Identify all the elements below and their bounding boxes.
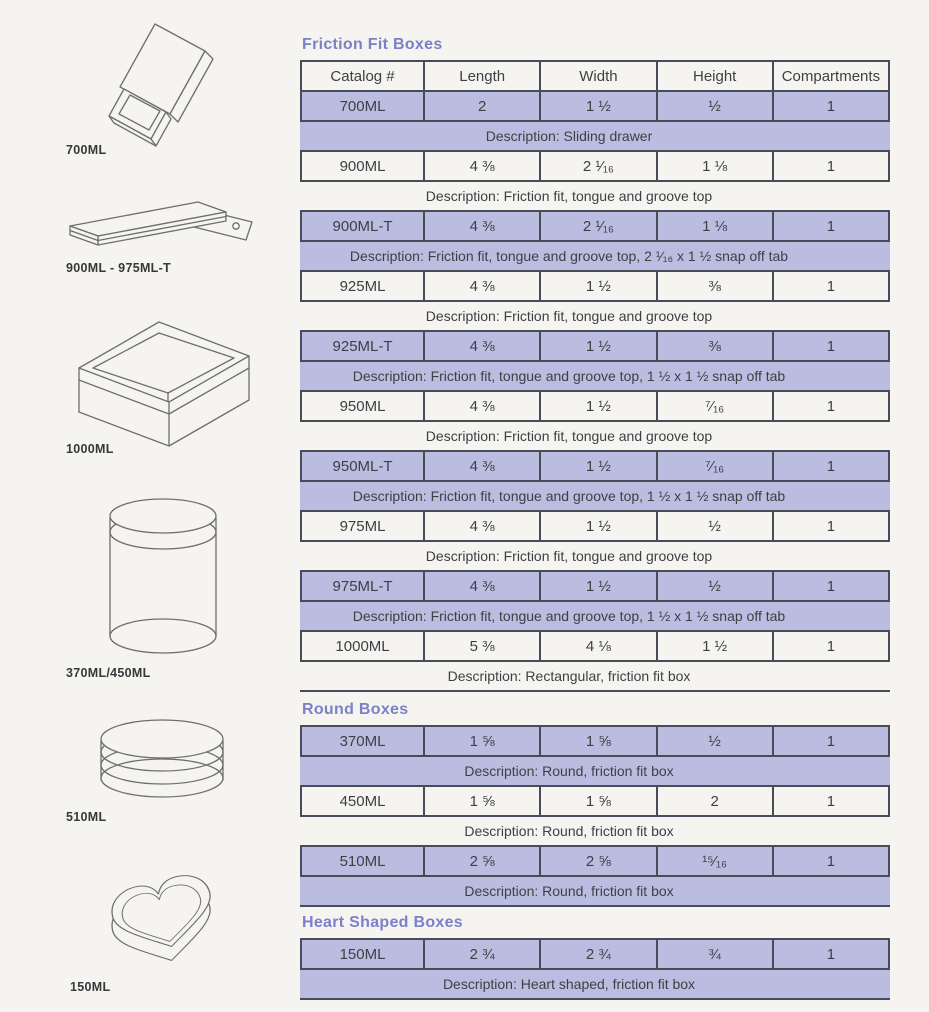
figure-label: 150ML	[70, 980, 111, 994]
table-row	[300, 92, 890, 122]
width-cell: 1 ½	[539, 272, 655, 300]
table-row	[300, 152, 890, 182]
table-row	[300, 847, 890, 877]
compartments-cell: 1	[772, 212, 888, 240]
height-cell: ½	[656, 512, 772, 540]
length-cell: 4 ⅜	[423, 332, 539, 360]
compartments-cell: 1	[772, 787, 888, 815]
compartments-cell: 1	[772, 512, 888, 540]
catalog-cell: 370ML	[339, 732, 386, 750]
table-row	[300, 392, 890, 422]
compartments-cell: 1	[772, 572, 888, 600]
description-row: Description: Friction fit, tongue and groove top	[300, 302, 890, 332]
tall-round-box-drawing-icon	[107, 496, 219, 656]
length-cell: 4 ⅜	[423, 392, 539, 420]
figure-1000ml	[73, 314, 255, 456]
catalog-cell: 925ML-T	[332, 337, 393, 355]
width-cell: 2 ¾	[539, 940, 655, 968]
catalog-cell: 700ML	[339, 97, 386, 115]
height-cell: ⅜	[656, 332, 772, 360]
header-cell: Height	[656, 62, 772, 90]
length-cell: 2 ⅝	[423, 847, 539, 875]
section-title: Friction Fit Boxes	[302, 36, 443, 53]
table-row	[300, 452, 890, 482]
description-row: Description: Friction fit, tongue and groove top	[300, 182, 890, 212]
catalog-cell: 925ML	[339, 277, 386, 295]
catalog-cell: 450ML	[339, 792, 386, 810]
description-row: Description: Friction fit, tongue and groove top	[300, 422, 890, 452]
catalog-cell: 900ML	[339, 157, 386, 175]
width-cell: 1 ½	[539, 572, 655, 600]
catalog-cell: 950ML	[339, 397, 386, 415]
figure-label: 510ML	[66, 810, 107, 824]
spec-table	[300, 725, 890, 907]
width-cell: 1 ½	[539, 392, 655, 420]
height-cell: ⁷⁄₁₆	[656, 392, 772, 420]
rectangular-tray-box-drawing-icon	[73, 314, 255, 456]
figure-510ml	[96, 718, 228, 814]
width-cell: 2 ¹⁄₁₆	[539, 212, 655, 240]
width-cell: 2 ⅝	[539, 847, 655, 875]
catalog-cell: 900ML-T	[332, 217, 393, 235]
length-cell: 1 ⅝	[423, 727, 539, 755]
section-2	[300, 914, 890, 1000]
height-cell: 2	[656, 787, 772, 815]
width-cell: 1 ⅝	[539, 787, 655, 815]
compartments-cell: 1	[772, 392, 888, 420]
compartments-cell: 1	[772, 847, 888, 875]
table-row	[300, 512, 890, 542]
length-cell: 1 ⅝	[423, 787, 539, 815]
spec-table	[300, 938, 890, 1000]
length-cell: 2	[423, 92, 539, 120]
table-row	[300, 272, 890, 302]
figure-370ml-450ml	[107, 496, 219, 656]
table-row	[300, 332, 890, 362]
length-cell: 2 ¾	[423, 940, 539, 968]
compartments-cell: 1	[772, 332, 888, 360]
sliding-drawer-box-drawing-icon	[103, 18, 233, 166]
length-cell: 4 ⅜	[423, 212, 539, 240]
header-cell: Length	[423, 62, 539, 90]
figure-label: 370ML/450ML	[66, 666, 151, 680]
height-cell: 1 ⅛	[656, 152, 772, 180]
description-row: Description: Friction fit, tongue and groove top, 1 ½ x 1 ½ snap off tab	[300, 602, 890, 632]
height-cell: ¹⁵⁄₁₆	[656, 847, 772, 875]
description-row: Description: Rectangular, friction fit box	[300, 662, 890, 692]
figure-label: 900ML - 975ML-T	[66, 261, 171, 275]
width-cell: 1 ½	[539, 452, 655, 480]
description-row: Description: Friction fit, tongue and groove top	[300, 542, 890, 572]
width-cell: 4 ⅛	[539, 632, 655, 660]
length-cell: 4 ⅜	[423, 452, 539, 480]
compartments-cell: 1	[772, 727, 888, 755]
figure-label: 1000ML	[66, 442, 114, 456]
catalog-cell: 150ML	[339, 945, 386, 963]
compartments-cell: 1	[772, 632, 888, 660]
spec-table	[300, 60, 890, 692]
length-cell: 4 ⅜	[423, 512, 539, 540]
table-row	[300, 727, 890, 757]
compartments-cell: 1	[772, 452, 888, 480]
catalog-cell: 975ML-T	[332, 577, 393, 595]
table-header-row	[300, 62, 890, 92]
description-row: Description: Friction fit, tongue and groove top, 1 ½ x 1 ½ snap off tab	[300, 482, 890, 512]
length-cell: 4 ⅜	[423, 572, 539, 600]
section-title: Round Boxes	[302, 701, 409, 718]
compartments-cell: 1	[772, 152, 888, 180]
height-cell: ⅜	[656, 272, 772, 300]
height-cell: 1 ⅛	[656, 212, 772, 240]
description-row: Description: Friction fit, tongue and groove top, 2 ¹⁄₁₆ x 1 ½ snap off tab	[300, 242, 890, 272]
description-row: Description: Sliding drawer	[300, 122, 890, 152]
figure-label: 700ML	[66, 143, 107, 157]
length-cell: 4 ⅜	[423, 152, 539, 180]
shallow-round-box-drawing-icon	[96, 718, 228, 814]
width-cell: 1 ⅝	[539, 727, 655, 755]
table-row	[300, 632, 890, 662]
table-row	[300, 212, 890, 242]
section-title: Heart Shaped Boxes	[302, 914, 464, 931]
table-row	[300, 940, 890, 970]
compartments-cell: 1	[772, 272, 888, 300]
description-row: Description: Friction fit, tongue and groove top, 1 ½ x 1 ½ snap off tab	[300, 362, 890, 392]
width-cell: 1 ½	[539, 92, 655, 120]
figure-150ml	[89, 858, 235, 984]
height-cell: 1 ½	[656, 632, 772, 660]
flat-tab-box-drawing-icon	[66, 196, 261, 260]
section-1	[300, 701, 890, 907]
compartments-cell: 1	[772, 92, 888, 120]
heart-box-drawing-icon	[89, 858, 235, 984]
figure-700ml	[103, 18, 233, 166]
description-row: Description: Round, friction fit box	[300, 877, 890, 907]
length-cell: 5 ⅜	[423, 632, 539, 660]
description-row: Description: Round, friction fit box	[300, 817, 890, 847]
catalog-cell: 1000ML	[335, 637, 390, 655]
description-row: Description: Heart shaped, friction fit box	[300, 970, 890, 1000]
catalog-cell: 975ML	[339, 517, 386, 535]
header-cell: Compartments	[772, 62, 888, 90]
catalog-cell: 510ML	[339, 852, 386, 870]
header-cell: Catalog #	[330, 67, 395, 85]
height-cell: ½	[656, 727, 772, 755]
width-cell: 1 ½	[539, 332, 655, 360]
height-cell: ⁷⁄₁₆	[656, 452, 772, 480]
height-cell: ½	[656, 572, 772, 600]
height-cell: ¾	[656, 940, 772, 968]
length-cell: 4 ⅜	[423, 272, 539, 300]
header-cell: Width	[539, 62, 655, 90]
table-row	[300, 787, 890, 817]
compartments-cell: 1	[772, 940, 888, 968]
catalog-cell: 950ML-T	[332, 457, 393, 475]
height-cell: ½	[656, 92, 772, 120]
description-row: Description: Round, friction fit box	[300, 757, 890, 787]
section-0	[300, 36, 890, 692]
figure-900ml-975ml-t	[66, 196, 261, 260]
table-row	[300, 572, 890, 602]
width-cell: 1 ½	[539, 512, 655, 540]
width-cell: 2 ¹⁄₁₆	[539, 152, 655, 180]
